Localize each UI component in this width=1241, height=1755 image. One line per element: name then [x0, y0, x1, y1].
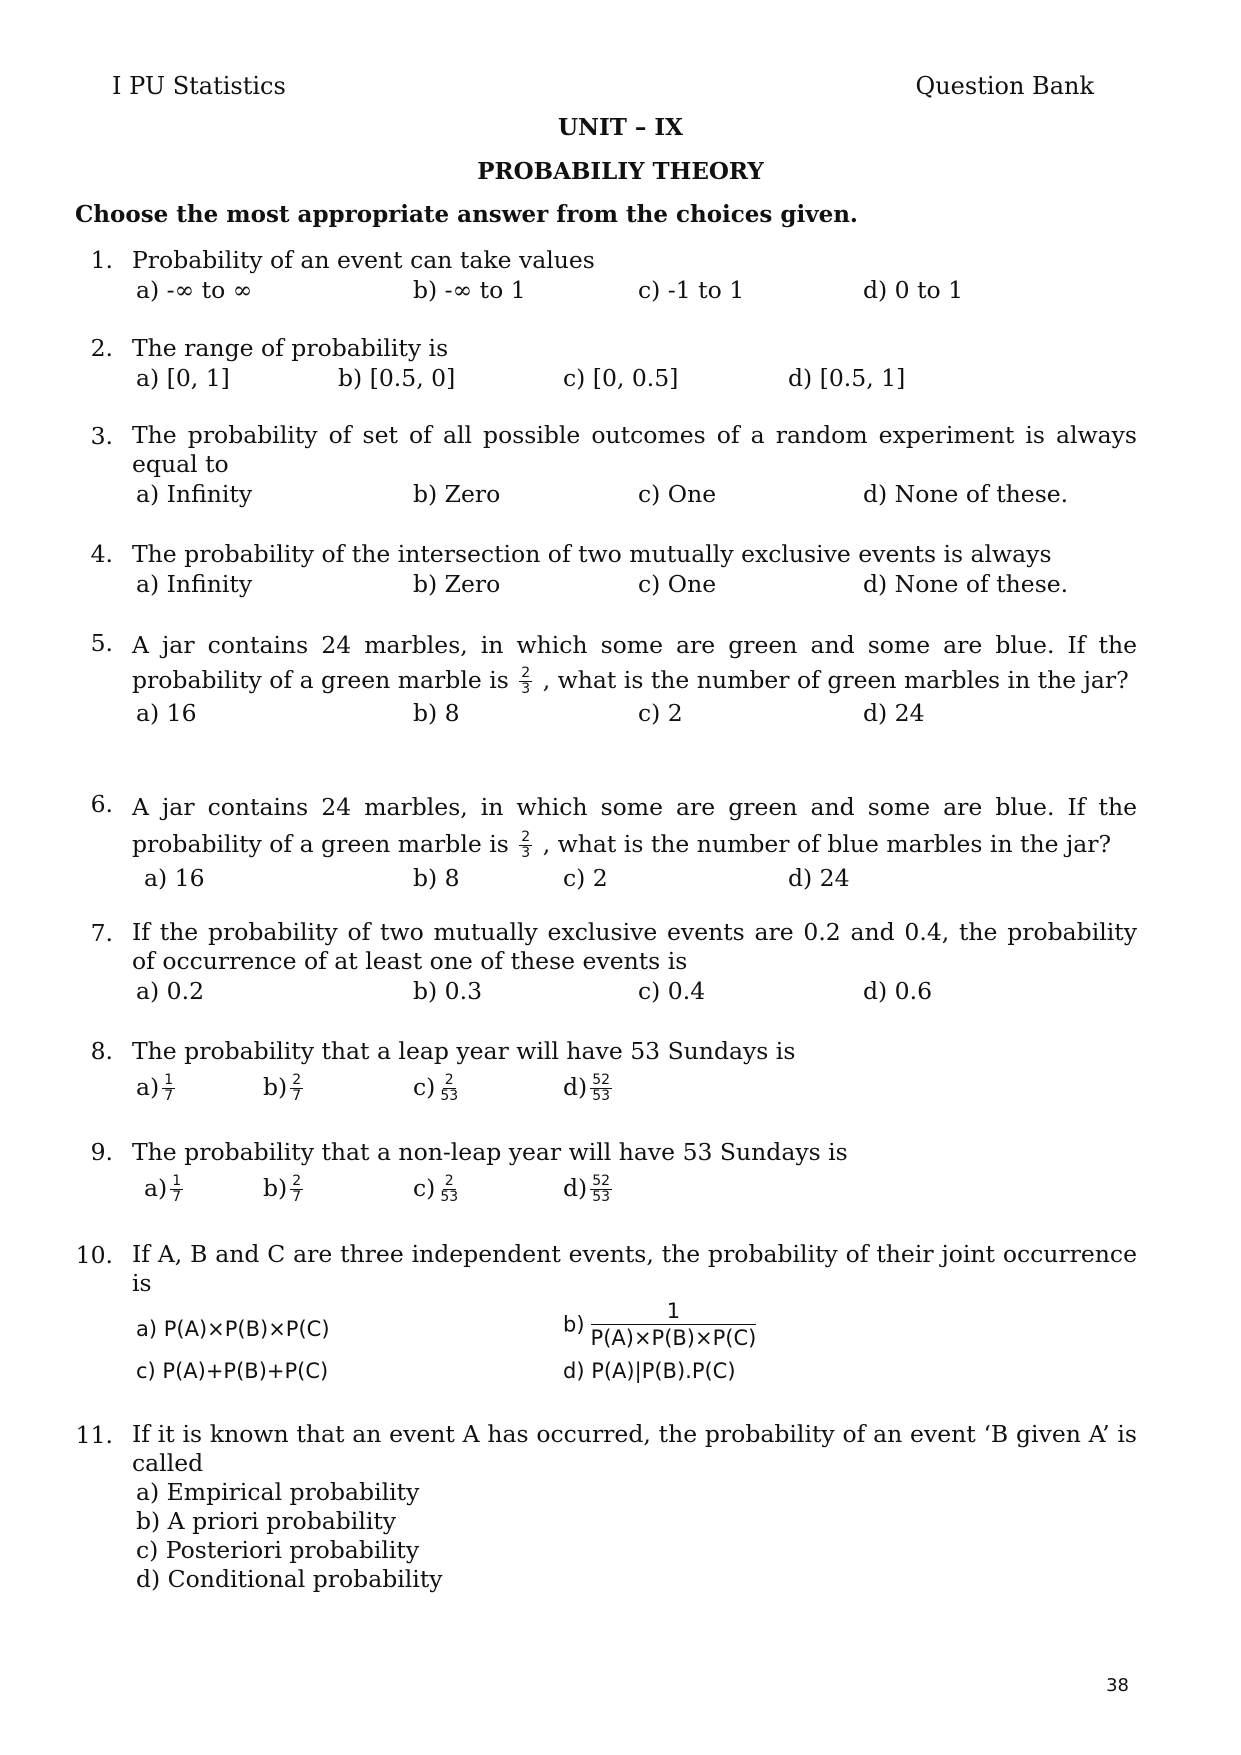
options [136, 479, 1137, 511]
page-number: 38 [1106, 1675, 1129, 1696]
question-text-part-b: , what is the number of green marbles in the jar? [542, 666, 1129, 694]
fraction-numerator: 2 [444, 1173, 454, 1189]
question-text: The probability that a non-leap year will have 53 Sundays is [132, 1138, 848, 1166]
option-c: c) 2 [638, 699, 683, 727]
option-b: b) 8 [413, 699, 460, 727]
fraction-denominator: 53 [592, 1189, 611, 1205]
question-text: If the probability of two mutually exclusive events are 0.2 and 0.4, the probability of occurrence of at least one of these events is [132, 918, 1137, 975]
question-number: 10. [75, 1241, 113, 1269]
option-a [144, 1173, 186, 1205]
question-1 [75, 245, 1137, 307]
option-b [263, 1173, 306, 1205]
option-d: d) [0.5, 1] [788, 364, 906, 392]
question-text: If A, B and C are three independent events, the probability of their joint occurrence is [132, 1240, 1137, 1297]
option-d [563, 1072, 615, 1104]
option-a: a) Infinity [136, 480, 253, 508]
fraction-denominator: 7 [172, 1189, 182, 1205]
option-a: a) 0.2 [136, 977, 205, 1005]
question-number: 9. [90, 1138, 113, 1166]
header-subject: I PU Statistics [112, 72, 286, 100]
option-label: a) [136, 1073, 160, 1101]
question-text: The range of probability is [132, 334, 449, 362]
option-b [563, 1298, 756, 1351]
fraction [590, 1073, 612, 1104]
question-text [132, 789, 1137, 863]
option-d: d) 0 to 1 [863, 276, 964, 304]
question-number: 6. [90, 790, 113, 818]
option-c: c) 0.4 [638, 977, 706, 1005]
option-label: a) [144, 1174, 168, 1202]
fraction-denominator: 7 [292, 1088, 302, 1104]
question-number: 1. [90, 246, 113, 274]
fraction-numerator: 1 [591, 1298, 757, 1325]
question-text [132, 628, 1137, 698]
option-d: d) 24 [788, 864, 850, 892]
fraction [590, 1174, 612, 1205]
question-10 [75, 1240, 1137, 1388]
fraction-denominator: 53 [440, 1189, 459, 1205]
question-4 [75, 539, 1137, 601]
options [136, 363, 1137, 395]
question-9 [75, 1137, 1137, 1217]
option-b: b) [0.5, 0] [338, 364, 456, 392]
option-b: b) 0.3 [413, 977, 483, 1005]
option-c: c) Posteriori probability [136, 1536, 420, 1564]
option-label: c) [413, 1073, 436, 1101]
fraction [519, 666, 532, 697]
fraction-numerator: 2 [521, 665, 531, 681]
option-c: c) One [638, 570, 717, 598]
option-a: a) P(A)×P(B)×P(C) [136, 1317, 330, 1341]
question-text: The probability that a leap year will have 53 Sundays is [132, 1037, 796, 1065]
question-8 [75, 1036, 1137, 1116]
fraction-denominator: 53 [592, 1088, 611, 1104]
question-number: 8. [90, 1037, 113, 1065]
question-2 [75, 333, 1137, 395]
option-a: a) 16 [144, 864, 205, 892]
fraction [290, 1174, 303, 1205]
option-c [413, 1072, 463, 1104]
question-number: 11. [75, 1421, 113, 1449]
option-label: b) [563, 1312, 585, 1337]
question-text: Probability of an event can take values [132, 246, 595, 274]
question-5 [75, 628, 1137, 730]
option-d: d) None of these. [863, 480, 1069, 508]
fraction [170, 1174, 183, 1205]
fraction [519, 830, 532, 861]
fraction [591, 1298, 757, 1351]
option-c: c) -1 to 1 [638, 276, 745, 304]
option-b: b) 8 [413, 864, 460, 892]
options [136, 275, 1137, 307]
option-label: c) [413, 1174, 436, 1202]
question-number: 4. [90, 540, 113, 568]
instruction: Choose the most appropriate answer from the choices given. [75, 201, 858, 228]
option-a: a) Empirical probability [136, 1478, 420, 1506]
options [136, 863, 1137, 895]
option-d: d) Conditional probability [136, 1565, 443, 1593]
fraction-numerator: 1 [172, 1173, 182, 1189]
question-text-part-a: A jar contains 24 marbles, in which some are green and some are blue. If the probability of a green marble is [132, 631, 1137, 694]
fraction [438, 1073, 460, 1104]
fraction-denominator: 3 [521, 681, 531, 697]
options [136, 569, 1137, 601]
question-text-part-a: A jar contains 24 marbles, in which some are green and some are blue. If the probability of a green marble is [132, 793, 1137, 858]
option-a: a) [0, 1] [136, 364, 230, 392]
fraction-numerator: 2 [521, 829, 531, 845]
option-c: c) P(A)+P(B)+P(C) [136, 1359, 329, 1383]
option-a: a) -∞ to ∞ [136, 276, 253, 304]
fraction-numerator: 1 [164, 1072, 174, 1088]
question-11 [75, 1420, 1137, 1594]
question-text: The probability of the intersection of two mutually exclusive events is always [132, 540, 1052, 568]
option-d: d) None of these. [863, 570, 1069, 598]
question-number: 5. [90, 629, 113, 657]
fraction [438, 1174, 460, 1205]
fraction [162, 1073, 175, 1104]
fraction-denominator: 7 [292, 1189, 302, 1205]
option-c: c) One [638, 480, 717, 508]
fraction-denominator: 7 [164, 1088, 174, 1104]
fraction-denominator: P(A)×P(B)×P(C) [590, 1326, 757, 1350]
page-title: PROBABILIY THEORY [477, 158, 764, 185]
option-label: b) [263, 1174, 288, 1202]
question-3 [75, 421, 1137, 511]
fraction-numerator: 2 [292, 1173, 302, 1189]
question-text-part-b: , what is the number of blue marbles in the jar? [542, 830, 1112, 858]
fraction-numerator: 52 [592, 1072, 611, 1088]
question-number: 2. [90, 334, 113, 362]
fraction-numerator: 52 [592, 1173, 611, 1189]
question-number: 3. [90, 422, 113, 450]
option-a: a) Infinity [136, 570, 253, 598]
fraction-numerator: 2 [444, 1072, 454, 1088]
option-b: b) -∞ to 1 [413, 276, 526, 304]
option-label: d) [563, 1174, 588, 1202]
option-b [263, 1072, 306, 1104]
header-doc-type: Question Bank [915, 72, 1094, 100]
fraction-denominator: 3 [521, 845, 531, 861]
option-c: c) [0, 0.5] [563, 364, 679, 392]
question-number: 7. [90, 919, 113, 947]
fraction-denominator: 53 [440, 1088, 459, 1104]
options-row-2 [136, 1356, 1137, 1388]
option-c: c) 2 [563, 864, 608, 892]
option-label: b) [263, 1073, 288, 1101]
option-d [563, 1173, 615, 1205]
option-a: a) 16 [136, 699, 197, 727]
options [136, 976, 1137, 1008]
option-label: d) [563, 1073, 588, 1101]
option-d: d) 24 [863, 699, 925, 727]
question-6 [75, 789, 1137, 895]
option-b: b) Zero [413, 570, 501, 598]
fraction-numerator: 2 [292, 1072, 302, 1088]
fraction [290, 1073, 303, 1104]
unit-heading: UNIT – IX [557, 114, 684, 141]
option-c [413, 1173, 463, 1205]
question-text: The probability of set of all possible outcomes of a random experiment is always equal to [132, 421, 1137, 478]
option-a [136, 1072, 178, 1104]
options [136, 1167, 1137, 1217]
options [136, 1066, 1137, 1116]
option-b: b) A priori probability [136, 1507, 397, 1535]
option-d: d) P(A)|P(B).P(C) [563, 1359, 736, 1383]
options-row-1 [136, 1298, 1137, 1356]
options [136, 698, 1137, 730]
question-7 [75, 918, 1137, 1008]
question-text: If it is known that an event A has occurred, the probability of an event ‘B given A’ is called [132, 1420, 1137, 1477]
option-b: b) Zero [413, 480, 501, 508]
option-d: d) 0.6 [863, 977, 933, 1005]
